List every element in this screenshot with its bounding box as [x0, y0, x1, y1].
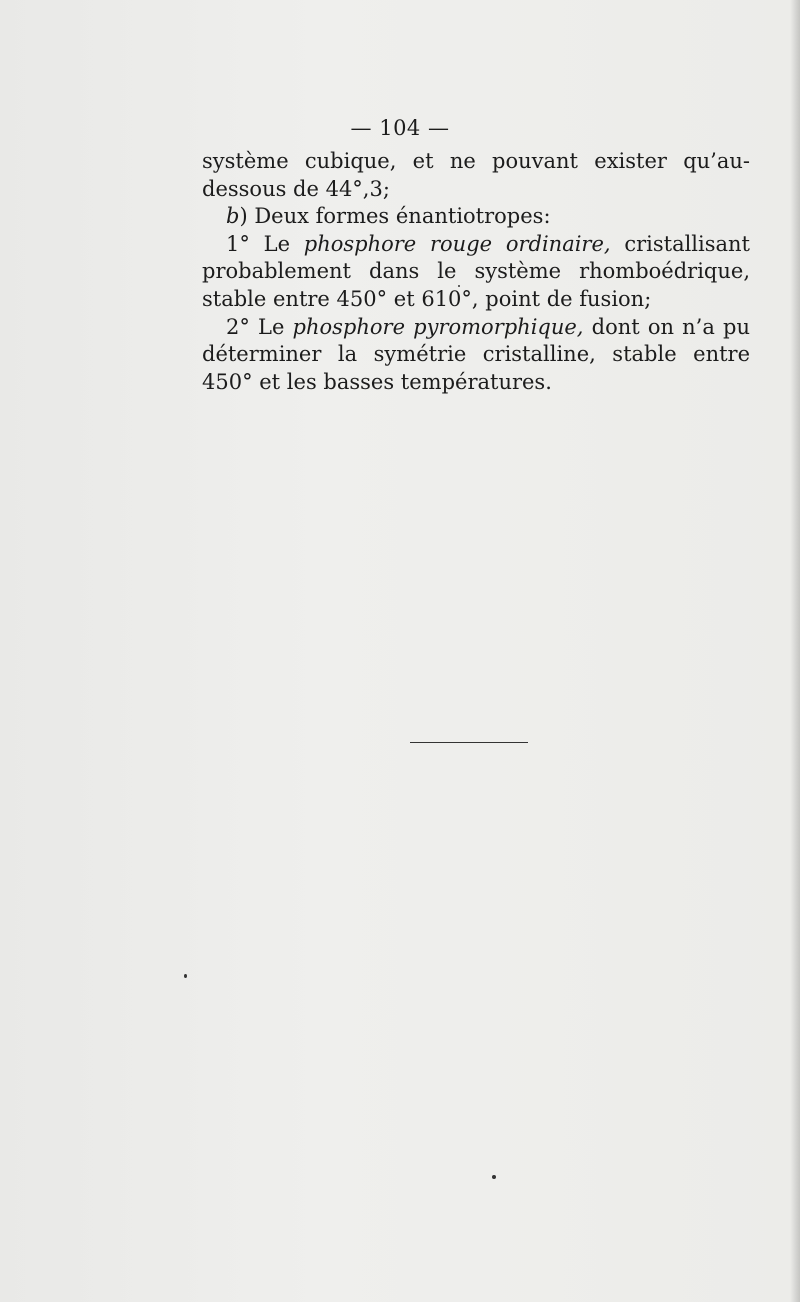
scan-speck: [492, 1175, 496, 1179]
text-segment: ) Deux formes énantiotropes:: [239, 204, 551, 229]
text-segment: 1° Le: [226, 231, 304, 256]
text-segment-italic: phosphore pyromorphique,: [292, 314, 584, 339]
page-edge-shadow: [790, 0, 800, 1302]
scan-speck: [184, 974, 187, 978]
scan-speck: [458, 285, 460, 287]
paragraph-b-heading: [202, 203, 750, 231]
body-text: [202, 148, 750, 396]
text-segment: dont on n’a pu déterminer la symétrie cristalline, stable entre 450° et les basses températures.: [202, 314, 750, 394]
paragraph-continuation: [202, 148, 750, 203]
text-segment: cristallisant probablement dans le système rhomboédrique, stable entre 450° et 610°, point de fusion;: [202, 231, 750, 311]
page-number: — 104 —: [350, 116, 450, 140]
paragraph-item-1: [202, 231, 750, 314]
paragraph-item-2: [202, 314, 750, 397]
text-segment: système cubique, et ne pouvant exister qu’au-dessous de 44°,3;: [202, 149, 750, 201]
text-segment: 2° Le: [226, 314, 293, 339]
section-end-rule: [410, 742, 528, 743]
text-segment-italic: b: [226, 204, 240, 229]
text-segment-italic: phosphore rouge ordinaire,: [303, 231, 611, 256]
